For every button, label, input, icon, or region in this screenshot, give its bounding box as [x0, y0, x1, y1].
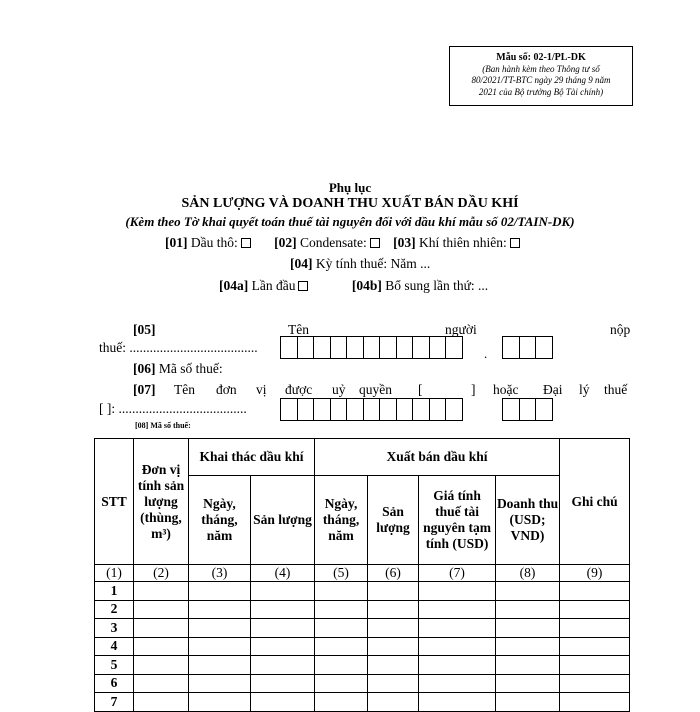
- form-code-box: [449, 46, 633, 106]
- f07-word: ]: [471, 382, 476, 397]
- header-extraction-date: Ngày, tháng, năm: [189, 476, 251, 565]
- col-index: (5): [315, 565, 368, 582]
- header-note: Ghi chú: [560, 439, 630, 565]
- cell[interactable]: [251, 619, 315, 638]
- row-number: 1: [95, 582, 134, 601]
- row-number: 6: [95, 674, 134, 693]
- cell[interactable]: [419, 582, 496, 601]
- supplement-label: Bổ sung lần thứ: ...: [385, 278, 489, 293]
- condensate-label: Condensate:: [300, 235, 367, 250]
- cell[interactable]: [134, 674, 189, 693]
- header-stt: STT: [95, 439, 134, 565]
- row-number: 3: [95, 619, 134, 638]
- col-index: (9): [560, 565, 630, 582]
- col-index: (1): [95, 565, 134, 582]
- table-row: [95, 600, 630, 619]
- table-row: [95, 656, 630, 675]
- declaration-type-line: [219, 278, 488, 294]
- cell[interactable]: [496, 582, 560, 601]
- page-subtitle: (Kèm theo Tờ khai quyết toán thuế tài nguyên đối với dầu khí mẫu số 02/TAIN-DK): [125, 214, 575, 229]
- cell[interactable]: [560, 674, 630, 693]
- header-unit: Đơn vị tính sản lượng (thùng, m³): [134, 439, 189, 565]
- col-index: (2): [134, 565, 189, 582]
- taxpayer-branch-code-boxes[interactable]: [502, 336, 553, 359]
- row-number: 5: [95, 656, 134, 675]
- header-sales-qty: Sản lượng: [368, 476, 419, 565]
- cell[interactable]: [189, 693, 251, 712]
- cell[interactable]: [496, 637, 560, 656]
- cell[interactable]: [496, 600, 560, 619]
- col-index: (3): [189, 565, 251, 582]
- cell[interactable]: [419, 656, 496, 675]
- f05-word: nộp: [610, 322, 631, 337]
- field-code-07: [07]: [133, 382, 156, 397]
- first-time-label: Lần đầu: [251, 278, 296, 293]
- field-code-03: [03]: [393, 235, 416, 250]
- page-title: SẢN LƯỢNG VÀ DOANH THU XUẤT BÁN DẦU KHÍ: [181, 196, 519, 211]
- column-index-row: [95, 565, 630, 582]
- appendix-title: Phụ lục: [328, 180, 372, 195]
- tax-code-label: Mã số thuế:: [158, 361, 223, 376]
- cell[interactable]: [134, 637, 189, 656]
- field-code-04: [04]: [290, 256, 313, 271]
- f07-word: Đại: [543, 382, 563, 397]
- cell[interactable]: [560, 693, 630, 712]
- table-row: [95, 637, 630, 656]
- row-number: 7: [95, 693, 134, 712]
- crude-oil-checkbox[interactable]: [241, 238, 251, 248]
- tax-period-label: Kỳ tính thuế: Năm ...: [315, 256, 431, 271]
- f07-word: được: [285, 382, 313, 397]
- cell[interactable]: [419, 674, 496, 693]
- cell[interactable]: [251, 656, 315, 675]
- f05-word: người: [445, 322, 477, 337]
- field-code-06: [06]: [133, 361, 156, 376]
- row-number: 4: [95, 637, 134, 656]
- tax-code-dot: .: [484, 346, 488, 361]
- cell[interactable]: [315, 619, 368, 638]
- cell[interactable]: [419, 693, 496, 712]
- cell[interactable]: [368, 656, 419, 675]
- cell[interactable]: [134, 693, 189, 712]
- table-row: [95, 674, 630, 693]
- col-index: (7): [419, 565, 496, 582]
- field-code-04a: [04a]: [219, 278, 249, 293]
- cell[interactable]: [496, 674, 560, 693]
- field-code-08: [08]: [135, 421, 149, 430]
- table-row: [95, 619, 630, 638]
- field-code-01: [01]: [165, 235, 188, 250]
- f07-word: Tên: [174, 382, 195, 397]
- agent-tax-code-label: Mã số thuế:: [150, 421, 191, 430]
- cell[interactable]: [189, 582, 251, 601]
- table-row: [95, 582, 630, 601]
- col-index: (4): [251, 565, 315, 582]
- cell[interactable]: [315, 656, 368, 675]
- header-extraction-qty: Sản lượng: [251, 476, 315, 565]
- tax-period-line: [290, 256, 430, 272]
- cell[interactable]: [419, 637, 496, 656]
- cell[interactable]: [560, 656, 630, 675]
- cell[interactable]: [134, 582, 189, 601]
- cell[interactable]: [368, 693, 419, 712]
- taxpayer-name-cont: thuế: ......................................: [99, 340, 258, 355]
- f07-word: đơn: [216, 382, 237, 397]
- tax-code-line: [133, 361, 223, 377]
- header-revenue: Doanh thu (USD; VND): [496, 476, 560, 565]
- f05-word: Tên: [288, 322, 309, 337]
- form-code: 02-1/PL-DK: [533, 52, 586, 63]
- f07-word: quyền: [359, 382, 392, 397]
- cell[interactable]: [251, 693, 315, 712]
- cell[interactable]: [134, 600, 189, 619]
- f07-word: [: [418, 382, 423, 397]
- cell[interactable]: [251, 582, 315, 601]
- cell[interactable]: [189, 619, 251, 638]
- field-code-04b: [04b]: [351, 278, 382, 293]
- cell[interactable]: [315, 600, 368, 619]
- cell[interactable]: [560, 582, 630, 601]
- f07-word: lý: [579, 382, 590, 397]
- f07-word: uỷ: [332, 382, 346, 397]
- cell[interactable]: [368, 600, 419, 619]
- col-index: (8): [496, 565, 560, 582]
- form-issue-line-3: 2021 của Bộ trưởng Bộ Tài chính): [478, 86, 604, 97]
- authorized-unit-line: [133, 382, 633, 398]
- agent-branch-code-boxes[interactable]: [502, 398, 553, 421]
- cell[interactable]: [496, 619, 560, 638]
- condensate-checkbox[interactable]: [370, 238, 380, 248]
- product-type-line: [165, 235, 520, 251]
- header-sales-date: Ngày, tháng, năm: [315, 476, 368, 565]
- cell[interactable]: [251, 600, 315, 619]
- cell[interactable]: [315, 582, 368, 601]
- natural-gas-checkbox[interactable]: [510, 238, 520, 248]
- natural-gas-label: Khí thiên nhiên:: [419, 235, 507, 250]
- cell[interactable]: [134, 619, 189, 638]
- col-index: (6): [368, 565, 419, 582]
- agent-tax-code-boxes[interactable]: [280, 398, 463, 421]
- field-code-02: [02]: [274, 235, 297, 250]
- cell[interactable]: [315, 674, 368, 693]
- cell[interactable]: [251, 674, 315, 693]
- cell[interactable]: [189, 600, 251, 619]
- cell[interactable]: [315, 637, 368, 656]
- cell[interactable]: [496, 693, 560, 712]
- header-price: Giá tính thuế tài nguyên tạm tính (USD): [419, 476, 496, 565]
- cell[interactable]: [315, 693, 368, 712]
- table-row: [95, 693, 630, 712]
- cell[interactable]: [560, 637, 630, 656]
- header-extraction: Khai thác dầu khí: [189, 439, 315, 476]
- header-sales: Xuất bán dầu khí: [315, 439, 560, 476]
- authorized-unit-cont: [ ]: ......................................: [99, 401, 247, 416]
- crude-oil-label: Dầu thô:: [190, 235, 238, 250]
- form-code-prefix: Mẫu số:: [496, 52, 534, 63]
- cell[interactable]: [560, 600, 630, 619]
- cell[interactable]: [189, 656, 251, 675]
- form-issue-line-1: (Ban hành kèm theo Thông tư số: [482, 63, 600, 74]
- field-code-05: [05]: [133, 322, 156, 337]
- f07-word: hoặc: [493, 382, 519, 397]
- cell[interactable]: [189, 674, 251, 693]
- cell[interactable]: [419, 600, 496, 619]
- cell[interactable]: [368, 582, 419, 601]
- cell[interactable]: [419, 619, 496, 638]
- form-issue-line-2: 80/2021/TT-BTC ngày 29 tháng 9 năm: [471, 75, 611, 85]
- cell[interactable]: [496, 656, 560, 675]
- f07-word: thuế: [604, 382, 628, 397]
- f07-word: vị: [256, 382, 267, 397]
- agent-tax-code-line: [135, 421, 191, 430]
- production-sales-table: [94, 438, 630, 712]
- cell[interactable]: [368, 637, 419, 656]
- cell[interactable]: [560, 619, 630, 638]
- row-number: 2: [95, 600, 134, 619]
- cell[interactable]: [134, 656, 189, 675]
- cell[interactable]: [368, 619, 419, 638]
- first-time-checkbox[interactable]: [298, 281, 308, 291]
- taxpayer-tax-code-boxes[interactable]: [280, 336, 463, 359]
- cell[interactable]: [189, 637, 251, 656]
- cell[interactable]: [251, 637, 315, 656]
- cell[interactable]: [368, 674, 419, 693]
